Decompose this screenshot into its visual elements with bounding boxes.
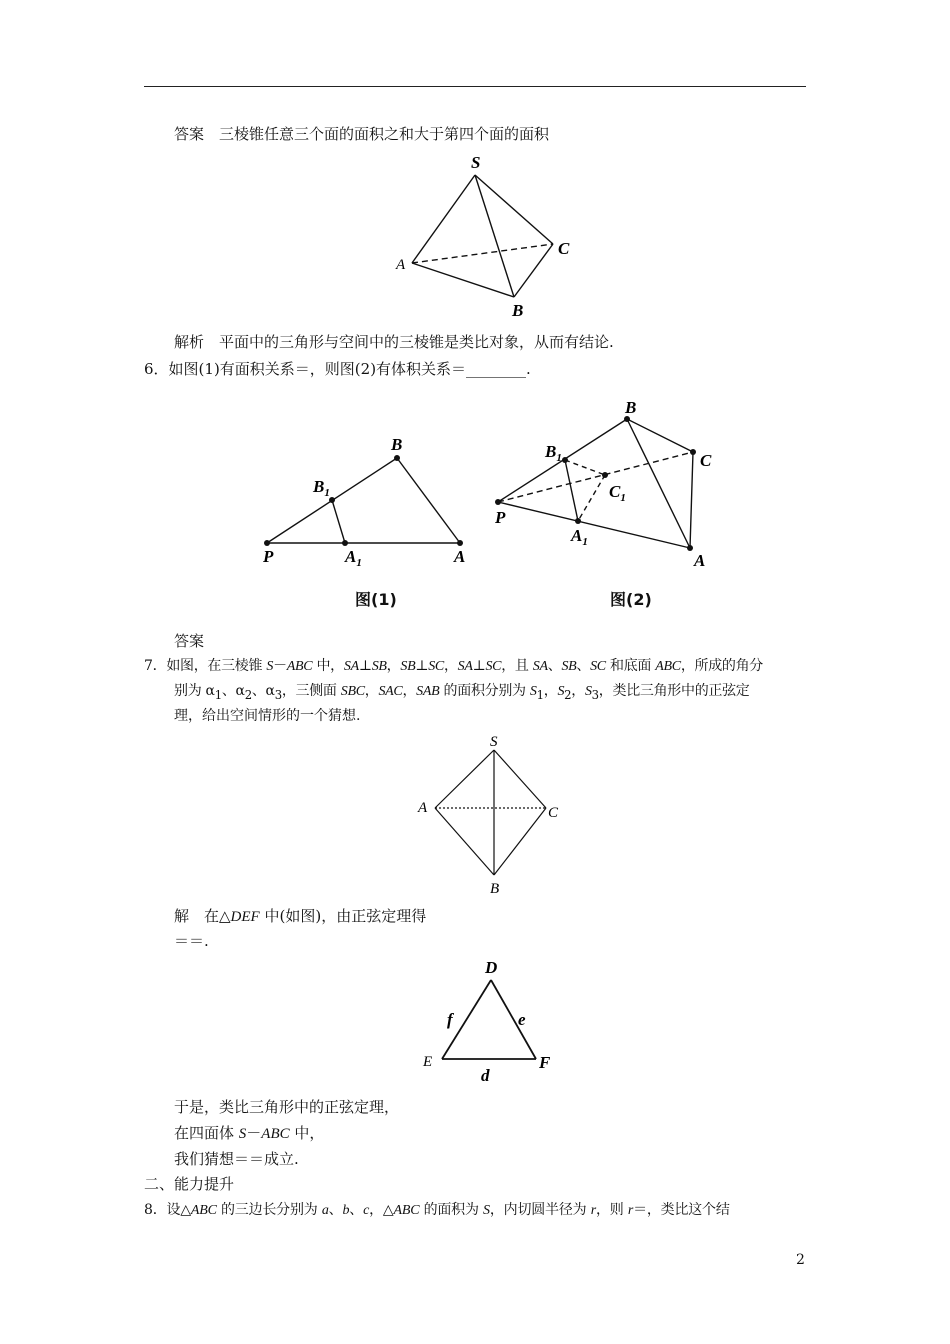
tetrahedron-figure-3 bbox=[410, 730, 570, 900]
solution-7-equation: ＝＝. bbox=[174, 932, 209, 950]
page-number: 2 bbox=[796, 1252, 805, 1268]
vertex-label-f: F bbox=[539, 1053, 551, 1072]
triangle-figure-1 bbox=[255, 430, 485, 570]
vertex-label-c: C bbox=[700, 451, 712, 470]
vertex-label-a: A bbox=[694, 551, 706, 570]
figure-caption-2: 图(2) bbox=[610, 590, 652, 609]
vertex-label-a: A bbox=[454, 547, 466, 566]
vertex-label-p: P bbox=[263, 547, 274, 566]
answer-label-6: 答案 bbox=[174, 632, 205, 650]
side-label-e: e bbox=[518, 1010, 526, 1029]
side-label-d: d bbox=[481, 1066, 490, 1085]
vertex-label-e: E bbox=[423, 1054, 433, 1070]
vertex-label-a1: $A_1$ bbox=[345, 547, 362, 569]
vertex-label-b: B bbox=[391, 435, 403, 454]
vertex-label-a1: $A_1$ bbox=[571, 526, 588, 548]
side-label-f: f bbox=[447, 1010, 453, 1029]
triangle-figure-def bbox=[415, 955, 565, 1085]
vertex-label-b1: $B_1$ bbox=[313, 477, 330, 499]
answer-line: 答案 三棱锥任意三个面的面积之和大于第四个面的面积 bbox=[174, 125, 550, 143]
section-heading: 二、能力提升 bbox=[144, 1175, 235, 1193]
vertex-label-b: B bbox=[512, 301, 524, 320]
vertex-label-b: B bbox=[625, 398, 637, 417]
vertex-label-c: C bbox=[558, 239, 570, 258]
vertex-label-d: D bbox=[485, 958, 498, 977]
vertex-label-s: S bbox=[471, 153, 481, 172]
solution-7-line-5: 我们猜想＝＝成立. bbox=[174, 1150, 299, 1168]
tetrahedron-figure-2 bbox=[485, 395, 725, 575]
question-6 bbox=[144, 359, 531, 379]
question-7-line-3: 理，给出空间情形的一个猜想. bbox=[174, 708, 361, 724]
header-rule bbox=[144, 86, 806, 87]
figure-caption-1: 图(1) bbox=[355, 590, 397, 609]
vertex-label-s: S bbox=[490, 734, 498, 750]
question-8: 8．设△ABC 的三边长分别为 a、b、c，△ABC 的面积为 S，内切圆半径为 r，则 r＝，类比这个结 bbox=[144, 1202, 730, 1218]
tetrahedron-figure-1 bbox=[390, 150, 590, 325]
question-number: 6． bbox=[144, 360, 169, 378]
solution-7-line-4: 在四面体 S－ABC 中， bbox=[174, 1124, 325, 1142]
vertex-label-p: P bbox=[495, 508, 506, 527]
solution-7-line-1: 解 在△DEF 中(如图)，由正弦定理得 bbox=[174, 907, 427, 925]
vertex-label-c1: $C_1$ bbox=[609, 482, 626, 504]
vertex-label-a: A bbox=[396, 257, 406, 273]
solution-7-line-3: 于是，类比三角形中的正弦定理， bbox=[174, 1098, 400, 1116]
question-7-line-2: 别为 $\alpha_1$、$\alpha_2$、$\alpha_3$，三侧面 SBC，SAC，SAB 的面积分别为 $S_1$，$S_2$，$S_3$，类比三角形中的正弦定 bbox=[174, 683, 750, 702]
question-7-line-1: 7．如图，在三棱锥 S－ABC 中，SA⊥SB，SB⊥SC，SA⊥SC，且 SA、SB、SC 和底面 ABC，所成的角分 bbox=[144, 658, 764, 674]
question-text: 如图(1)有面积关系＝，则图(2)有体积关系＝________. bbox=[168, 360, 531, 378]
vertex-label-a: A bbox=[418, 800, 428, 816]
analysis-line: 解析 平面中的三角形与空间中的三棱锥是类比对象，从而有结论. bbox=[174, 333, 614, 351]
vertex-label-b: B bbox=[490, 881, 500, 897]
vertex-label-b1: $B_1$ bbox=[545, 442, 562, 464]
vertex-label-c: C bbox=[548, 805, 559, 821]
